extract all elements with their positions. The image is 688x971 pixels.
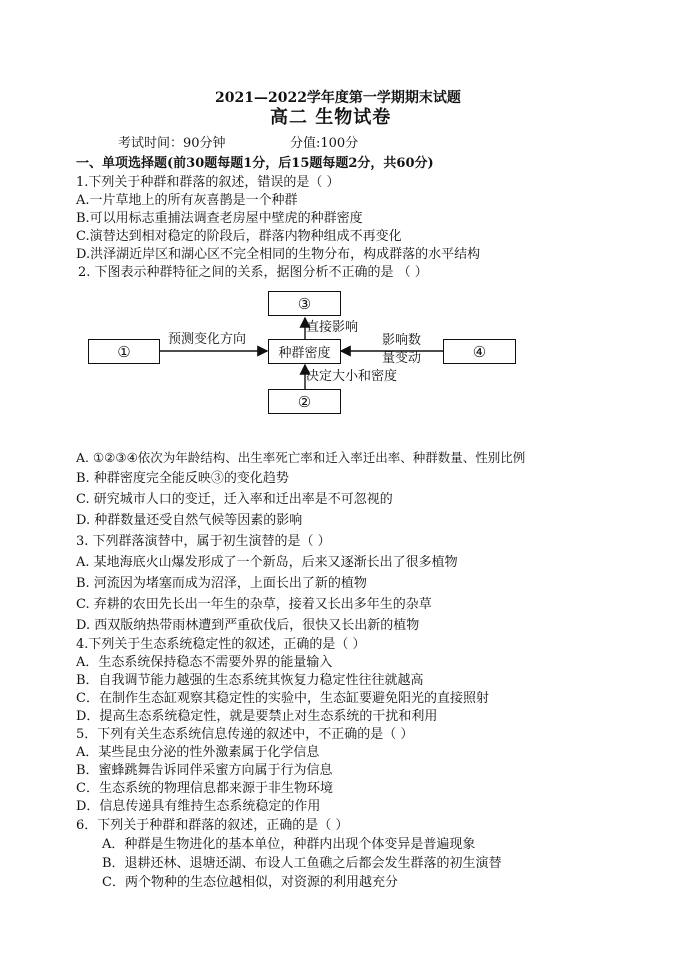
exam-subject-title: 高二 生物试卷 (270, 107, 392, 128)
question-4-option-d: D．提高生态系统稳定性，就是要禁止对生态系统的干扰和利用 (76, 709, 438, 724)
question-2-stem: 2. 下图表示种群特征之间的关系，据图分析不正确的是 （ ） (78, 265, 428, 280)
question-2-option-c: C. 研究城市人口的变迁，迁入率和迁出率是不可忽视的 (76, 492, 393, 507)
question-2-option-d: D. 种群数量还受自然气候等因素的影响 (76, 513, 303, 528)
diagram-label-predict: 预测变化方向 (168, 332, 247, 347)
question-5-option-c: C．生态系统的物理信息都来源于非生物环境 (76, 781, 333, 796)
question-1-option-b: B.可以用标志重捕法调查老房屋中壁虎的种群密度 (76, 211, 363, 226)
question-6-stem: 6．下列关于种群和群落的叙述，正确的是（ ） (76, 818, 349, 833)
question-4-option-c: C．在制作生态缸观察其稳定性的实验中，生态缸要避免阳光的直接照射 (76, 691, 489, 706)
diagram-box-2: ② (268, 389, 341, 414)
question-1-stem: 1.下列关于种群和群落的叙述，错误的是（ ） (76, 175, 340, 190)
question-3-stem: 3. 下列群落演替中，属于初生演替的是（ ） (76, 534, 331, 549)
question-5-option-a: A．某些昆虫分泌的性外激素属于化学信息 (76, 745, 320, 760)
question-6-option-a: A．种群是生物进化的基本单位，种群内出现个体变异是普遍现象 (102, 837, 476, 852)
exam-score-label: 分值:100分 (290, 136, 359, 151)
question-1-option-c: C.演替达到相对稳定的阶段后，群落内物种组成不再变化 (76, 229, 402, 244)
exam-year-title: 2021—2022学年度第一学期期末试题 (215, 90, 461, 106)
question-1-option-d: D.洪泽湖近岸区和湖心区不完全相同的生物分布，构成群落的水平结构 (76, 247, 481, 262)
question-3-option-d: D. 西双版纳热带雨林遭到严重砍伐后，很快又长出新的植物 (76, 618, 420, 633)
question-5-option-b: B．蜜蜂跳舞告诉同伴采蜜方向属于行为信息 (76, 763, 333, 778)
diagram-box-3: ③ (268, 291, 341, 316)
diagram-box-1: ① (88, 339, 160, 364)
question-4-option-b: B．自我调节能力越强的生态系统其恢复力稳定性往往就越高 (76, 673, 424, 688)
question-4-option-a: A．生态系统保持稳态不需要外界的能量输入 (76, 655, 333, 670)
question-3-option-a: A. 某地海底火山爆发形成了一个新岛，后来又逐渐长出了很多植物 (76, 555, 458, 570)
question-1-option-a: A.一片草地上的所有灰喜鹊是一个种群 (76, 193, 298, 208)
diagram-box-4: ④ (443, 339, 516, 364)
diagram-label-affect-2: 量变动 (382, 351, 422, 366)
question-2-option-a: A. ①②③④依次为年龄结构、出生率死亡率和迁入率迁出率、种群数量、性别比例 (76, 450, 526, 465)
question-3-option-c: C. 弃耕的农田先长出一年生的杂草，接着又长出多年生的杂草 (76, 597, 432, 612)
exam-time-label: 考试时间：90分钟 (118, 136, 226, 151)
question-6-option-c: C．两个物种的生态位越相似，对资源的利用越充分 (102, 875, 398, 890)
question-4-stem: 4.下列关于生态系统稳定性的叙述，正确的是（ ） (76, 637, 366, 652)
question-3-option-b: B. 河流因为堵塞而成为沼泽，上面长出了新的植物 (76, 576, 367, 591)
diagram-center-density: 种群密度 (268, 339, 341, 364)
question-2-option-b: B. 种群密度完全能反映③的变化趋势 (76, 471, 289, 486)
question-6-option-b: B．退耕还林、退塘还湖、布设人工鱼礁之后都会发生群落的初生演替 (102, 856, 502, 871)
question-5-stem: 5．下列有关生态系统信息传递的叙述中，不正确的是（ ） (76, 727, 414, 742)
section-heading: 一、单项选择题(前30题每题1分，后15题每题2分，共60分) (76, 156, 434, 171)
diagram-label-affect-1: 影响数 (382, 333, 422, 348)
diagram-label-determine: 决定大小和密度 (306, 369, 398, 384)
diagram-label-direct: 直接影响 (306, 320, 359, 335)
question-5-option-d: D．信息传递具有维持生态系统稳定的作用 (76, 799, 321, 814)
